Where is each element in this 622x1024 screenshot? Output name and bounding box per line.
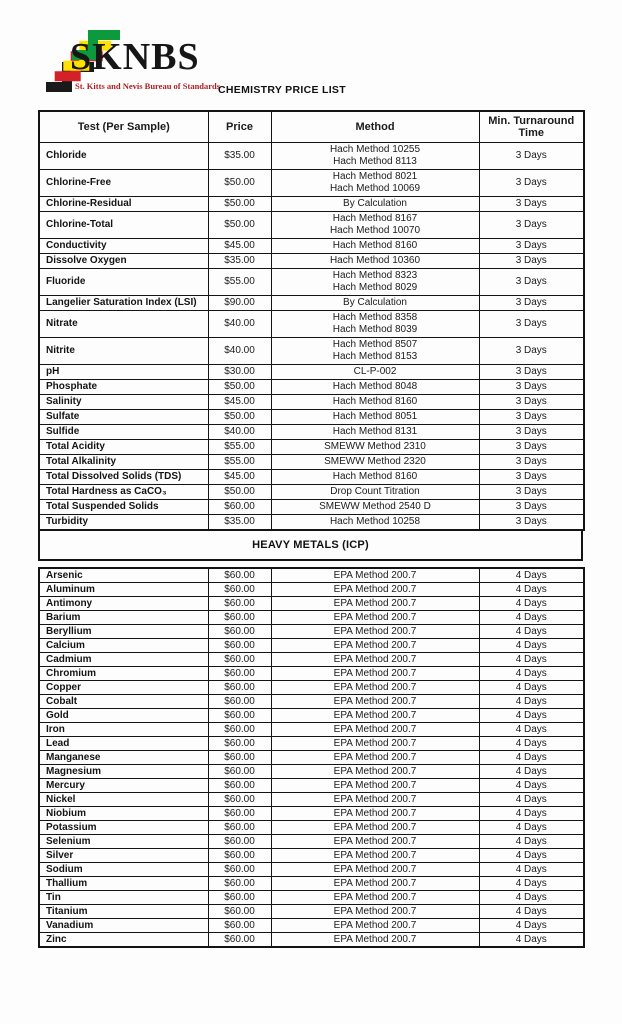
test-cell: Beryllium	[39, 625, 208, 639]
table-row	[39, 919, 584, 933]
price-cell: $50.00	[208, 485, 271, 500]
table-row	[39, 365, 584, 380]
turnaround-cell: 4 Days	[479, 709, 584, 723]
test-cell: Antimony	[39, 597, 208, 611]
method-cell: Drop Count Titration	[271, 485, 479, 500]
turnaround-cell: 3 Days	[479, 455, 584, 470]
test-cell: Chlorine-Total	[39, 212, 208, 239]
table-row	[39, 410, 584, 425]
method-cell: Hach Method 10360	[271, 254, 479, 269]
method-cell: EPA Method 200.7	[271, 681, 479, 695]
price-cell: $45.00	[208, 470, 271, 485]
test-cell: Chromium	[39, 667, 208, 681]
price-cell: $55.00	[208, 455, 271, 470]
price-cell: $60.00	[208, 667, 271, 681]
price-cell: $60.00	[208, 751, 271, 765]
test-cell: Mercury	[39, 779, 208, 793]
table-row	[39, 440, 584, 455]
turnaround-cell: 4 Days	[479, 849, 584, 863]
turnaround-cell: 3 Days	[479, 338, 584, 365]
turnaround-cell: 4 Days	[479, 933, 584, 948]
price-cell: $60.00	[208, 625, 271, 639]
test-cell: Vanadium	[39, 919, 208, 933]
method-cell: By Calculation	[271, 197, 479, 212]
test-cell: Total Hardness as CaCO₃	[39, 485, 208, 500]
method-cell: EPA Method 200.7	[271, 793, 479, 807]
table-row	[39, 625, 584, 639]
table-row	[39, 933, 584, 948]
test-cell: Dissolve Oxygen	[39, 254, 208, 269]
method-cell: Hach Method 8160	[271, 470, 479, 485]
price-cell: $60.00	[208, 597, 271, 611]
price-cell: $60.00	[208, 849, 271, 863]
table-row	[39, 821, 584, 835]
test-cell: Nitrate	[39, 311, 208, 338]
price-cell: $60.00	[208, 807, 271, 821]
logo-acronym: SKNBS	[70, 36, 200, 78]
turnaround-cell: 4 Days	[479, 751, 584, 765]
method-cell: By Calculation	[271, 296, 479, 311]
table-row	[39, 197, 584, 212]
test-cell: Cadmium	[39, 653, 208, 667]
logo-tagline: St. Kitts and Nevis Bureau of Standards	[75, 81, 221, 91]
price-cell: $60.00	[208, 611, 271, 625]
turnaround-cell: 4 Days	[479, 583, 584, 597]
method-cell: Hach Method 8507 Hach Method 8153	[271, 338, 479, 365]
table-row	[39, 455, 584, 470]
test-cell: Fluoride	[39, 269, 208, 296]
test-cell: Conductivity	[39, 239, 208, 254]
turnaround-cell: 4 Days	[479, 568, 584, 583]
turnaround-cell: 4 Days	[479, 779, 584, 793]
method-cell: EPA Method 200.7	[271, 807, 479, 821]
turnaround-cell: 4 Days	[479, 835, 584, 849]
method-cell: EPA Method 200.7	[271, 905, 479, 919]
price-cell: $50.00	[208, 410, 271, 425]
table-row	[39, 470, 584, 485]
table-row	[39, 515, 584, 531]
test-cell: Sulfate	[39, 410, 208, 425]
chemistry-rows	[39, 143, 584, 531]
test-cell: Chlorine-Residual	[39, 197, 208, 212]
table-row	[39, 639, 584, 653]
table-row	[39, 751, 584, 765]
price-cell: $50.00	[208, 380, 271, 395]
table-row	[39, 143, 584, 170]
method-cell: EPA Method 200.7	[271, 933, 479, 948]
test-cell: Niobium	[39, 807, 208, 821]
turnaround-cell: 4 Days	[479, 919, 584, 933]
header-turnaround: Min. Turnaround Time	[479, 111, 584, 143]
price-cell: $50.00	[208, 197, 271, 212]
test-cell: Total Suspended Solids	[39, 500, 208, 515]
test-cell: Turbidity	[39, 515, 208, 531]
table-row	[39, 380, 584, 395]
test-cell: Total Alkalinity	[39, 455, 208, 470]
test-cell: Zinc	[39, 933, 208, 948]
method-cell: Hach Method 8021 Hach Method 10069	[271, 170, 479, 197]
table-row	[39, 765, 584, 779]
method-cell: EPA Method 200.7	[271, 611, 479, 625]
test-cell: Aluminum	[39, 583, 208, 597]
turnaround-cell: 4 Days	[479, 681, 584, 695]
table-row	[39, 212, 584, 239]
turnaround-cell: 4 Days	[479, 877, 584, 891]
test-cell: Cobalt	[39, 695, 208, 709]
turnaround-cell: 3 Days	[479, 365, 584, 380]
price-cell: $45.00	[208, 395, 271, 410]
table-row	[39, 737, 584, 751]
test-cell: Arsenic	[39, 568, 208, 583]
price-list	[38, 110, 583, 948]
table-row	[39, 170, 584, 197]
turnaround-cell: 3 Days	[479, 143, 584, 170]
turnaround-cell: 3 Days	[479, 296, 584, 311]
method-cell: Hach Method 8051	[271, 410, 479, 425]
header-test: Test (Per Sample)	[39, 111, 208, 143]
test-cell: Salinity	[39, 395, 208, 410]
test-cell: Sodium	[39, 863, 208, 877]
header-method: Method	[271, 111, 479, 143]
heavy-metals-rows	[39, 568, 584, 947]
turnaround-cell: 3 Days	[479, 470, 584, 485]
turnaround-cell: 4 Days	[479, 667, 584, 681]
price-cell: $60.00	[208, 905, 271, 919]
price-cell: $60.00	[208, 737, 271, 751]
table-row	[39, 269, 584, 296]
table-row	[39, 338, 584, 365]
turnaround-cell: 4 Days	[479, 891, 584, 905]
table-row	[39, 849, 584, 863]
price-cell: $60.00	[208, 723, 271, 737]
price-cell: $60.00	[208, 863, 271, 877]
method-cell: EPA Method 200.7	[271, 653, 479, 667]
turnaround-cell: 4 Days	[479, 597, 584, 611]
test-cell: Calcium	[39, 639, 208, 653]
method-cell: EPA Method 200.7	[271, 863, 479, 877]
table-row	[39, 568, 584, 583]
turnaround-cell: 4 Days	[479, 807, 584, 821]
price-cell: $60.00	[208, 779, 271, 793]
test-cell: Chloride	[39, 143, 208, 170]
turnaround-cell: 4 Days	[479, 863, 584, 877]
table-row	[39, 695, 584, 709]
turnaround-cell: 4 Days	[479, 653, 584, 667]
price-cell: $55.00	[208, 269, 271, 296]
price-cell: $50.00	[208, 212, 271, 239]
test-cell: Langelier Saturation Index (LSI)	[39, 296, 208, 311]
table-header	[39, 111, 584, 143]
test-cell: Iron	[39, 723, 208, 737]
method-cell: EPA Method 200.7	[271, 723, 479, 737]
turnaround-cell: 4 Days	[479, 765, 584, 779]
turnaround-cell: 3 Days	[479, 380, 584, 395]
price-cell: $45.00	[208, 239, 271, 254]
turnaround-cell: 3 Days	[479, 485, 584, 500]
table-row	[39, 835, 584, 849]
method-cell: EPA Method 200.7	[271, 667, 479, 681]
price-cell: $60.00	[208, 933, 271, 948]
test-cell: pH	[39, 365, 208, 380]
method-cell: Hach Method 8358 Hach Method 8039	[271, 311, 479, 338]
turnaround-cell: 4 Days	[479, 611, 584, 625]
test-cell: Copper	[39, 681, 208, 695]
method-cell: Hach Method 10255 Hach Method 8113	[271, 143, 479, 170]
price-cell: $60.00	[208, 653, 271, 667]
table-row	[39, 254, 584, 269]
table-row	[39, 296, 584, 311]
method-cell: EPA Method 200.7	[271, 751, 479, 765]
section-header-heavy-metals: HEAVY METALS (ICP)	[38, 531, 583, 561]
test-cell: Titanium	[39, 905, 208, 919]
method-cell: Hach Method 8131	[271, 425, 479, 440]
method-cell: EPA Method 200.7	[271, 765, 479, 779]
method-cell: EPA Method 200.7	[271, 695, 479, 709]
turnaround-cell: 4 Days	[479, 821, 584, 835]
price-cell: $40.00	[208, 425, 271, 440]
turnaround-cell: 3 Days	[479, 170, 584, 197]
price-cell: $60.00	[208, 877, 271, 891]
price-cell: $30.00	[208, 365, 271, 380]
method-cell: EPA Method 200.7	[271, 877, 479, 891]
price-cell: $60.00	[208, 919, 271, 933]
method-cell: SMEWW Method 2320	[271, 455, 479, 470]
turnaround-cell: 4 Days	[479, 905, 584, 919]
turnaround-cell: 4 Days	[479, 639, 584, 653]
turnaround-cell: 3 Days	[479, 410, 584, 425]
test-cell: Sulfide	[39, 425, 208, 440]
method-cell: EPA Method 200.7	[271, 891, 479, 905]
price-cell: $50.00	[208, 170, 271, 197]
method-cell: SMEWW Method 2310	[271, 440, 479, 455]
test-cell: Total Dissolved Solids (TDS)	[39, 470, 208, 485]
price-cell: $55.00	[208, 440, 271, 455]
test-cell: Manganese	[39, 751, 208, 765]
turnaround-cell: 4 Days	[479, 625, 584, 639]
test-cell: Silver	[39, 849, 208, 863]
price-cell: $90.00	[208, 296, 271, 311]
test-cell: Gold	[39, 709, 208, 723]
table-row	[39, 709, 584, 723]
method-cell: EPA Method 200.7	[271, 639, 479, 653]
table-row	[39, 667, 584, 681]
test-cell: Phosphate	[39, 380, 208, 395]
test-cell: Tin	[39, 891, 208, 905]
turnaround-cell: 3 Days	[479, 254, 584, 269]
turnaround-cell: 3 Days	[479, 440, 584, 455]
table-row	[39, 863, 584, 877]
method-cell: Hach Method 8160	[271, 395, 479, 410]
price-cell: $40.00	[208, 311, 271, 338]
header-row	[39, 111, 584, 143]
method-cell: EPA Method 200.7	[271, 737, 479, 751]
price-cell: $60.00	[208, 583, 271, 597]
table-row	[39, 723, 584, 737]
turnaround-cell: 3 Days	[479, 269, 584, 296]
table-row	[39, 681, 584, 695]
turnaround-cell: 4 Days	[479, 737, 584, 751]
method-cell: EPA Method 200.7	[271, 568, 479, 583]
header-price: Price	[208, 111, 271, 143]
price-cell: $40.00	[208, 338, 271, 365]
price-cell: $60.00	[208, 891, 271, 905]
price-cell: $60.00	[208, 793, 271, 807]
heavy-metals-table	[38, 567, 585, 948]
method-cell: EPA Method 200.7	[271, 709, 479, 723]
turnaround-cell: 3 Days	[479, 425, 584, 440]
test-cell: Barium	[39, 611, 208, 625]
table-row	[39, 485, 584, 500]
method-cell: Hach Method 8160	[271, 239, 479, 254]
table-row	[39, 891, 584, 905]
turnaround-cell: 3 Days	[479, 239, 584, 254]
price-cell: $35.00	[208, 254, 271, 269]
turnaround-cell: 3 Days	[479, 515, 584, 531]
table-row	[39, 779, 584, 793]
method-cell: EPA Method 200.7	[271, 919, 479, 933]
test-cell: Nitrite	[39, 338, 208, 365]
method-cell: EPA Method 200.7	[271, 849, 479, 863]
method-cell: EPA Method 200.7	[271, 597, 479, 611]
table-row	[39, 653, 584, 667]
price-cell: $60.00	[208, 639, 271, 653]
turnaround-cell: 3 Days	[479, 311, 584, 338]
turnaround-cell: 4 Days	[479, 695, 584, 709]
test-cell: Chlorine-Free	[39, 170, 208, 197]
turnaround-cell: 3 Days	[479, 212, 584, 239]
table-row	[39, 239, 584, 254]
table-row	[39, 425, 584, 440]
method-cell: SMEWW Method 2540 D	[271, 500, 479, 515]
table-row	[39, 597, 584, 611]
price-cell: $35.00	[208, 143, 271, 170]
turnaround-cell: 3 Days	[479, 500, 584, 515]
price-cell: $60.00	[208, 681, 271, 695]
table-row	[39, 611, 584, 625]
table-row	[39, 500, 584, 515]
table-row	[39, 793, 584, 807]
price-cell: $60.00	[208, 821, 271, 835]
table-row	[39, 877, 584, 891]
method-cell: Hach Method 8323 Hach Method 8029	[271, 269, 479, 296]
price-cell: $60.00	[208, 500, 271, 515]
method-cell: Hach Method 10258	[271, 515, 479, 531]
turnaround-cell: 4 Days	[479, 793, 584, 807]
method-cell: EPA Method 200.7	[271, 821, 479, 835]
method-cell: CL-P-002	[271, 365, 479, 380]
price-cell: $35.00	[208, 515, 271, 531]
test-cell: Total Acidity	[39, 440, 208, 455]
price-cell: $60.00	[208, 568, 271, 583]
table-row	[39, 905, 584, 919]
test-cell: Lead	[39, 737, 208, 751]
page-title: CHEMISTRY PRICE LIST	[218, 84, 346, 96]
price-cell: $60.00	[208, 709, 271, 723]
table-row	[39, 807, 584, 821]
method-cell: Hach Method 8167 Hach Method 10070	[271, 212, 479, 239]
method-cell: EPA Method 200.7	[271, 583, 479, 597]
table-row	[39, 583, 584, 597]
method-cell: EPA Method 200.7	[271, 835, 479, 849]
method-cell: EPA Method 200.7	[271, 779, 479, 793]
method-cell: EPA Method 200.7	[271, 625, 479, 639]
price-cell: $60.00	[208, 765, 271, 779]
method-cell: Hach Method 8048	[271, 380, 479, 395]
test-cell: Magnesium	[39, 765, 208, 779]
test-cell: Thallium	[39, 877, 208, 891]
price-cell: $60.00	[208, 695, 271, 709]
chemistry-price-table	[38, 110, 585, 531]
table-row	[39, 395, 584, 410]
turnaround-cell: 4 Days	[479, 723, 584, 737]
table-row	[39, 311, 584, 338]
price-cell: $60.00	[208, 835, 271, 849]
turnaround-cell: 3 Days	[479, 395, 584, 410]
turnaround-cell: 3 Days	[479, 197, 584, 212]
test-cell: Selenium	[39, 835, 208, 849]
test-cell: Nickel	[39, 793, 208, 807]
test-cell: Potassium	[39, 821, 208, 835]
